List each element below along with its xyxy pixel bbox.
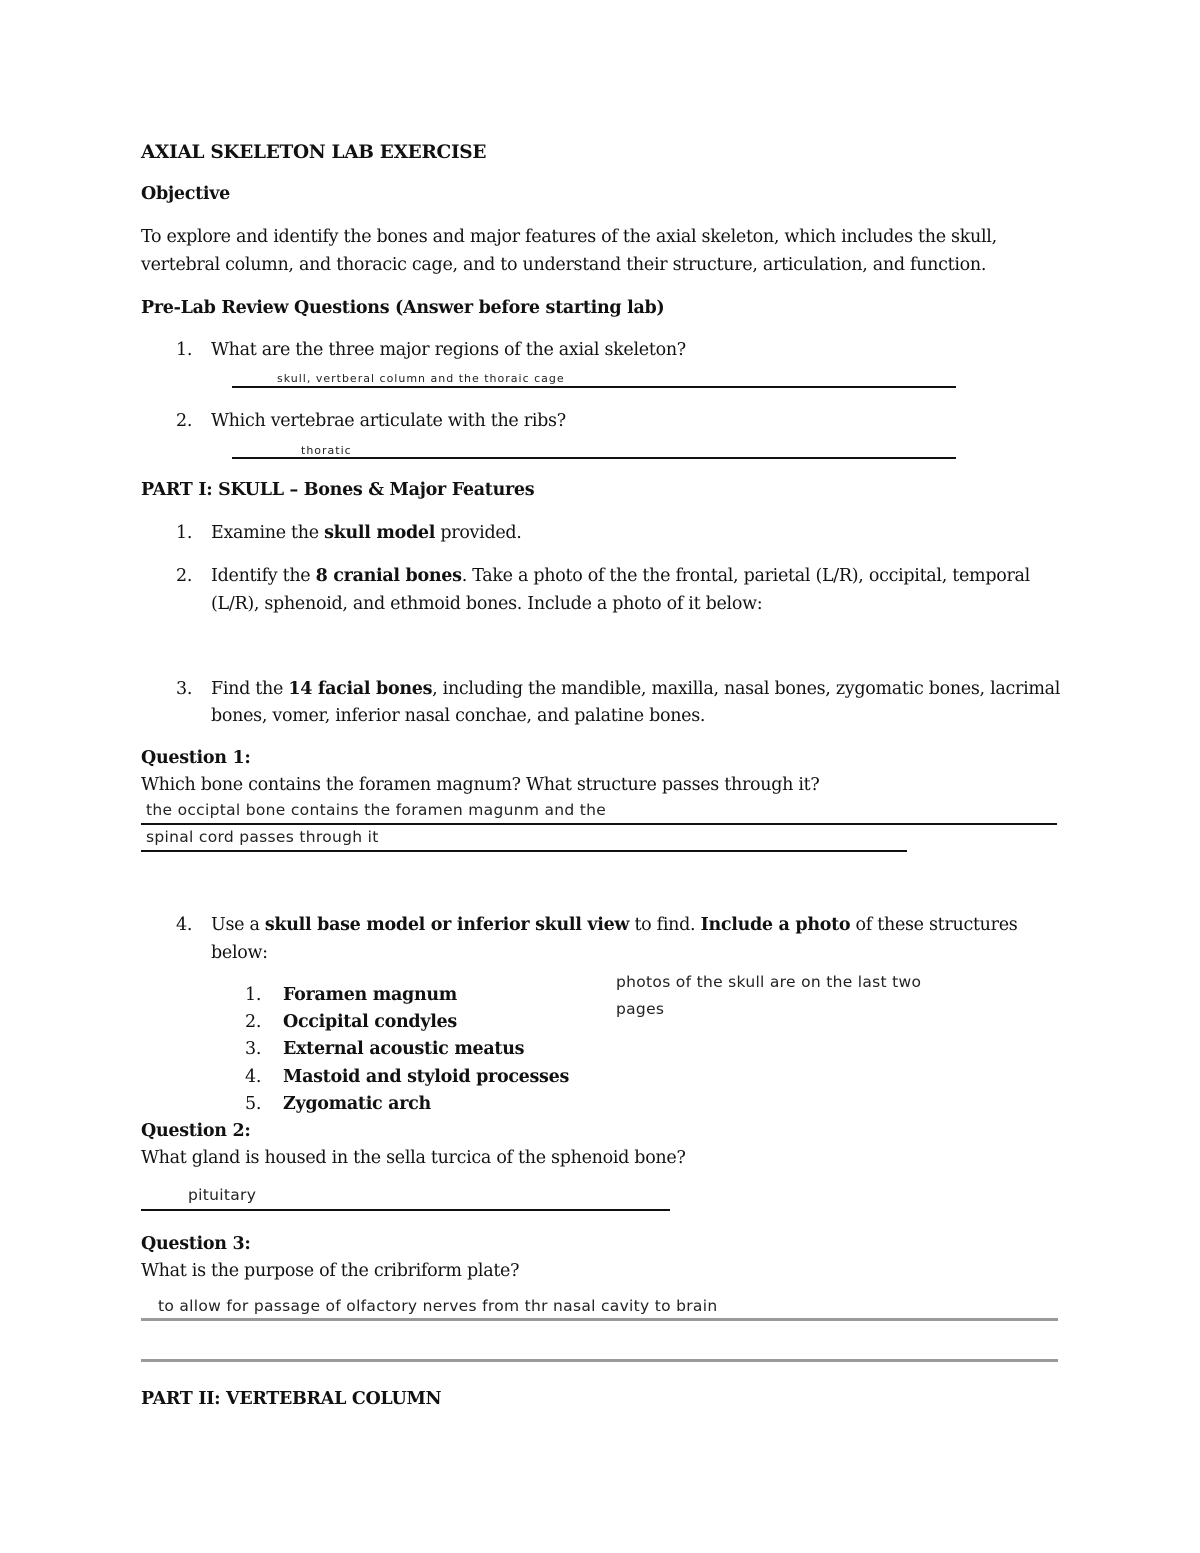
step1-text: Examine the skull model provided. bbox=[211, 523, 522, 543]
structure-item-1-number: 1. bbox=[245, 985, 262, 1005]
step4-text-line-2: below: bbox=[211, 943, 268, 963]
prelab-q1-answer-line bbox=[232, 386, 956, 388]
step2-number: 2. bbox=[176, 566, 193, 586]
step3-text-line-2: bones, vomer, inferior nasal conchae, and palatine bones. bbox=[211, 706, 706, 726]
prelab-q2-answer-line bbox=[232, 457, 956, 459]
question1-answer-rule-2 bbox=[141, 850, 907, 852]
page-title: AXIAL SKELETON LAB EXERCISE bbox=[141, 142, 487, 163]
question1-answer-line-2[interactable]: spinal cord passes through it bbox=[146, 828, 379, 846]
objective-heading: Objective bbox=[141, 184, 230, 204]
question1-answer-line-1[interactable]: the occiptal bone contains the foramen magunm and the bbox=[146, 801, 607, 819]
prelab-q1-number: 1. bbox=[176, 340, 193, 360]
prelab-q2-number: 2. bbox=[176, 411, 193, 431]
prelab-q1-answer[interactable]: skull, vertberal column and the thoraic cage bbox=[277, 372, 565, 385]
objective-line-1: To explore and identify the bones and major features of the axial skeleton, which includes the skull, bbox=[141, 227, 997, 247]
step4-text: Use a skull base model or inferior skull view to find. Include a photo of these structures bbox=[211, 915, 1018, 935]
prelab-q1-text: What are the three major regions of the axial skeleton? bbox=[211, 340, 686, 360]
question1-answer-rule-1 bbox=[141, 823, 1057, 825]
question2-answer[interactable]: pituitary bbox=[188, 1186, 257, 1204]
question1-heading: Question 1: bbox=[141, 748, 251, 768]
structure-item-3-number: 3. bbox=[245, 1039, 262, 1059]
structure-item-4-label: Mastoid and styloid processes bbox=[283, 1067, 569, 1087]
objective-line-2: vertebral column, and thoracic cage, and to understand their structure, articulation, and function. bbox=[141, 255, 987, 275]
structure-item-3-label: External acoustic meatus bbox=[283, 1039, 525, 1059]
step2-text-line-2: (L/R), sphenoid, and ethmoid bones. Include a photo of it below: bbox=[211, 594, 763, 614]
part2-heading: PART II: VERTEBRAL COLUMN bbox=[141, 1389, 442, 1409]
question3-heading: Question 3: bbox=[141, 1234, 251, 1254]
structure-item-5-number: 5. bbox=[245, 1094, 262, 1114]
question2-answer-rule bbox=[141, 1209, 670, 1211]
question3-answer-rule-1 bbox=[141, 1318, 1058, 1321]
structure-item-2-number: 2. bbox=[245, 1012, 262, 1032]
structure-item-2-label: Occipital condyles bbox=[283, 1012, 457, 1032]
step4-note-line-1[interactable]: photos of the skull are on the last two bbox=[616, 973, 922, 991]
prelab-q2-text: Which vertebrae articulate with the ribs? bbox=[211, 411, 566, 431]
question2-text: What gland is housed in the sella turcica of the sphenoid bone? bbox=[141, 1148, 686, 1168]
structure-item-1-label: Foramen magnum bbox=[283, 985, 458, 1005]
prelab-heading: Pre-Lab Review Questions (Answer before starting lab) bbox=[141, 298, 665, 318]
question1-text: Which bone contains the foramen magnum? What structure passes through it? bbox=[141, 775, 820, 795]
structure-item-5-label: Zygomatic arch bbox=[283, 1094, 431, 1114]
step4-note-line-2[interactable]: pages bbox=[616, 1000, 665, 1018]
question3-answer[interactable]: to allow for passage of olfactory nerves from thr nasal cavity to brain bbox=[158, 1297, 718, 1315]
prelab-q2-answer[interactable]: thoratic bbox=[301, 444, 352, 457]
step3-text: Find the 14 facial bones, including the mandible, maxilla, nasal bones, zygomatic bones, lacrimal bbox=[211, 679, 1061, 699]
structure-item-4-number: 4. bbox=[245, 1067, 262, 1087]
step1-number: 1. bbox=[176, 523, 193, 543]
question2-heading: Question 2: bbox=[141, 1121, 251, 1141]
step4-number: 4. bbox=[176, 915, 193, 935]
question3-text: What is the purpose of the cribriform plate? bbox=[141, 1261, 520, 1281]
question3-answer-rule-2 bbox=[141, 1359, 1058, 1362]
step2-text: Identify the 8 cranial bones. Take a photo of the the frontal, parietal (L/R), occipital, temporal bbox=[211, 566, 1030, 586]
step3-number: 3. bbox=[176, 679, 193, 699]
part1-heading: PART I: SKULL – Bones & Major Features bbox=[141, 480, 535, 500]
